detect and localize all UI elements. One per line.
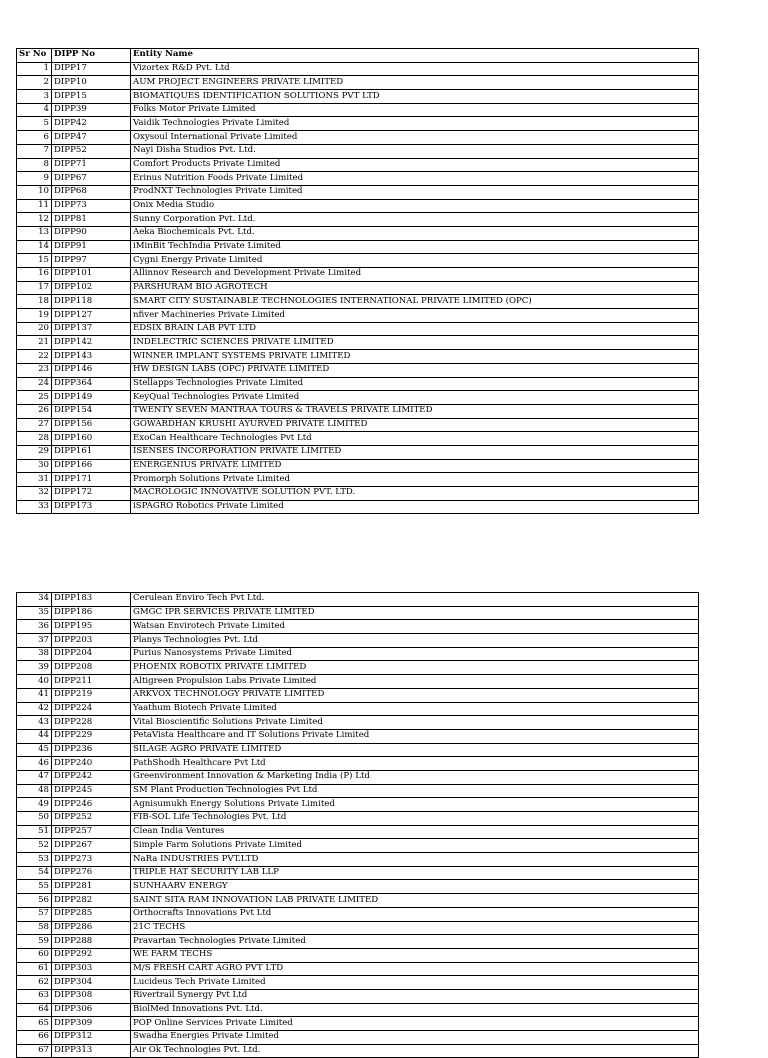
- sr-no-cell: 6: [17, 131, 52, 145]
- entity-name-cell: SMART CITY SUSTAINABLE TECHNOLOGIES INTERNATIONAL PRIVATE LIMITED (OPC): [131, 295, 699, 309]
- table-row: [17, 853, 699, 867]
- table-row: [17, 309, 699, 323]
- entity-name-cell: Onix Media Studio: [131, 199, 699, 213]
- entity-name-cell: Erinus Nutrition Foods Private Limited: [131, 172, 699, 186]
- entity-name-cell: HW DESIGN LABS (OPC) PRIVATE LIMITED: [131, 363, 699, 377]
- sr-no-cell: 30: [17, 459, 52, 473]
- entity-name-cell: Vaidik Technologies Private Limited: [131, 117, 699, 131]
- table-row: [17, 404, 699, 418]
- sr-no-cell: 59: [17, 935, 52, 949]
- dipp-no-cell: DIPP127: [52, 309, 131, 323]
- table-row: [17, 473, 699, 487]
- sr-no-cell: 60: [17, 948, 52, 962]
- table-row: [17, 825, 699, 839]
- entity-name-cell: BiolMed Innovations Pvt. Ltd.: [131, 1003, 699, 1017]
- dipp-no-cell: DIPP17: [52, 62, 131, 76]
- sr-no-cell: 22: [17, 350, 52, 364]
- sr-no-cell: 47: [17, 770, 52, 784]
- table-row: [17, 729, 699, 743]
- sr-no-cell: 32: [17, 487, 52, 501]
- table-row: [17, 1044, 699, 1058]
- entity-name-cell: Comfort Products Private Limited: [131, 158, 699, 172]
- table-row: [17, 962, 699, 976]
- sr-no-cell: 8: [17, 158, 52, 172]
- dipp-no-cell: DIPP118: [52, 295, 131, 309]
- entity-name-cell: Clean India Ventures: [131, 825, 699, 839]
- table-row: [17, 839, 699, 853]
- entity-name-cell: WE FARM TECHS: [131, 948, 699, 962]
- entity-name-cell: AUM PROJECT ENGINEERS PRIVATE LIMITED: [131, 76, 699, 90]
- entity-name-cell: Purius Nanosystems Private Limited: [131, 647, 699, 661]
- entity-name-cell: Allinnov Research and Development Private Limited: [131, 268, 699, 282]
- sr-no-cell: 2: [17, 76, 52, 90]
- sr-no-cell: 3: [17, 90, 52, 104]
- dipp-no-cell: DIPP303: [52, 962, 131, 976]
- entity-name-cell: Rivertrail Synergy Pvt Ltd: [131, 989, 699, 1003]
- sr-no-cell: 63: [17, 989, 52, 1003]
- sr-no-cell: 31: [17, 473, 52, 487]
- dipp-no-cell: DIPP47: [52, 131, 131, 145]
- entity-name-cell: TRIPLE HAT SECURITY LAB LLP: [131, 866, 699, 880]
- sr-no-cell: 38: [17, 647, 52, 661]
- entity-name-cell: Lucideus Tech Private Limited: [131, 976, 699, 990]
- table-row: [17, 757, 699, 771]
- table-row: [17, 240, 699, 254]
- sr-no-cell: 23: [17, 363, 52, 377]
- sr-no-cell: 53: [17, 853, 52, 867]
- sr-no-cell: 65: [17, 1017, 52, 1031]
- sr-no-cell: 1: [17, 62, 52, 76]
- table-row: [17, 812, 699, 826]
- sr-no-cell: 16: [17, 268, 52, 282]
- entity-name-cell: Planys Technologies Pvt. Ltd: [131, 634, 699, 648]
- sr-no-cell: 61: [17, 962, 52, 976]
- entity-name-cell: Cerulean Enviro Tech Pvt Ltd.: [131, 593, 699, 607]
- dipp-no-cell: DIPP219: [52, 688, 131, 702]
- sr-no-cell: 7: [17, 144, 52, 158]
- table-row: [17, 716, 699, 730]
- table-row: [17, 62, 699, 76]
- dipp-no-cell: DIPP208: [52, 661, 131, 675]
- entity-name-cell: Yaathum Biotech Private Limited: [131, 702, 699, 716]
- sr-no-cell: 20: [17, 322, 52, 336]
- table-row: [17, 226, 699, 240]
- sr-no-cell: 44: [17, 729, 52, 743]
- table-row: [17, 798, 699, 812]
- sr-no-cell: 52: [17, 839, 52, 853]
- table-row: [17, 213, 699, 227]
- table-row: [17, 894, 699, 908]
- table-row: [17, 144, 699, 158]
- sr-no-cell: 64: [17, 1003, 52, 1017]
- table-row: [17, 363, 699, 377]
- entity-name-cell: Aeka Biochemicals Pvt. Ltd.: [131, 226, 699, 240]
- table-row: [17, 117, 699, 131]
- dipp-no-cell: DIPP282: [52, 894, 131, 908]
- entity-name-cell: GOWARDHAN KRUSHI AYURVED PRIVATE LIMITED: [131, 418, 699, 432]
- dipp-no-cell: DIPP183: [52, 593, 131, 607]
- dipp-no-cell: DIPP160: [52, 432, 131, 446]
- dipp-no-cell: DIPP276: [52, 866, 131, 880]
- table-row: [17, 500, 699, 514]
- table-row: [17, 487, 699, 501]
- dipp-no-cell: DIPP149: [52, 391, 131, 405]
- table-row: [17, 935, 699, 949]
- dipp-no-cell: DIPP211: [52, 675, 131, 689]
- dipp-no-cell: DIPP71: [52, 158, 131, 172]
- table-row: [17, 459, 699, 473]
- table-row: [17, 418, 699, 432]
- entity-name-cell: Orthocrafts Innovations Pvt Ltd: [131, 907, 699, 921]
- sr-no-cell: 35: [17, 606, 52, 620]
- entity-table-page-1: [16, 48, 699, 514]
- dipp-no-cell: DIPP246: [52, 798, 131, 812]
- table-row: [17, 647, 699, 661]
- table-row: [17, 172, 699, 186]
- entity-name-cell: ENERGENIUS PRIVATE LIMITED: [131, 459, 699, 473]
- dipp-no-cell: DIPP90: [52, 226, 131, 240]
- table-row: [17, 268, 699, 282]
- dipp-no-cell: DIPP42: [52, 117, 131, 131]
- sr-no-cell: 49: [17, 798, 52, 812]
- sr-no-cell: 27: [17, 418, 52, 432]
- table-row: [17, 199, 699, 213]
- table-row: [17, 90, 699, 104]
- entity-name-cell: KeyQual Technologies Private Limited: [131, 391, 699, 405]
- entity-name-cell: PARSHURAM BIO AGROTECH: [131, 281, 699, 295]
- sr-no-cell: 10: [17, 185, 52, 199]
- entity-name-cell: iSPAGRO Robotics Private Limited: [131, 500, 699, 514]
- sr-no-cell: 21: [17, 336, 52, 350]
- dipp-no-cell: DIPP15: [52, 90, 131, 104]
- dipp-no-cell: DIPP312: [52, 1031, 131, 1045]
- entity-name-cell: SAINT SITA RAM INNOVATION LAB PRIVATE LIMITED: [131, 894, 699, 908]
- dipp-no-cell: DIPP102: [52, 281, 131, 295]
- table-row: [17, 432, 699, 446]
- sr-no-cell: 39: [17, 661, 52, 675]
- table-row: [17, 606, 699, 620]
- entity-name-cell: Promorph Solutions Private Limited: [131, 473, 699, 487]
- sr-no-cell: 45: [17, 743, 52, 757]
- dipp-no-cell: DIPP204: [52, 647, 131, 661]
- dipp-no-cell: DIPP143: [52, 350, 131, 364]
- table-row: [17, 103, 699, 117]
- entity-name-cell: FIB-SOL Life Technologies Pvt. Ltd: [131, 812, 699, 826]
- dipp-no-cell: DIPP73: [52, 199, 131, 213]
- table-row: [17, 976, 699, 990]
- dipp-no-cell: DIPP142: [52, 336, 131, 350]
- entity-name-cell: Watsan Envirotech Private Limited: [131, 620, 699, 634]
- entity-name-cell: ExoCan Healthcare Technologies Pvt Ltd: [131, 432, 699, 446]
- dipp-no-cell: DIPP81: [52, 213, 131, 227]
- dipp-no-cell: DIPP267: [52, 839, 131, 853]
- dipp-no-cell: DIPP146: [52, 363, 131, 377]
- entity-name-cell: Folks Motor Private Limited: [131, 103, 699, 117]
- header-row: [17, 49, 699, 63]
- entity-name-cell: NaRa INDUSTRIES PVT.LTD: [131, 853, 699, 867]
- sr-no-cell: 57: [17, 907, 52, 921]
- sr-no-cell: 58: [17, 921, 52, 935]
- table-row: [17, 322, 699, 336]
- sr-no-cell: 25: [17, 391, 52, 405]
- dipp-no-cell: DIPP228: [52, 716, 131, 730]
- entity-name-cell: PathShodh Healthcare Pvt Ltd: [131, 757, 699, 771]
- dipp-no-cell: DIPP309: [52, 1017, 131, 1031]
- sr-no-cell: 66: [17, 1031, 52, 1045]
- sr-no-cell: 11: [17, 199, 52, 213]
- table-row: [17, 445, 699, 459]
- table-row: [17, 784, 699, 798]
- table-row: [17, 185, 699, 199]
- dipp-no-cell: DIPP281: [52, 880, 131, 894]
- entity-name-cell: WINNER IMPLANT SYSTEMS PRIVATE LIMITED: [131, 350, 699, 364]
- entity-name-cell: MACROLOGIC INNOVATIVE SOLUTION PVT. LTD.: [131, 487, 699, 501]
- sr-no-cell: 56: [17, 894, 52, 908]
- dipp-no-cell: DIPP156: [52, 418, 131, 432]
- dipp-no-cell: DIPP364: [52, 377, 131, 391]
- entity-name-cell: PHOENIX ROBOTIX PRIVATE LIMITED: [131, 661, 699, 675]
- dipp-no-cell: DIPP224: [52, 702, 131, 716]
- sr-no-cell: 12: [17, 213, 52, 227]
- entity-name-cell: Vizortex R&D Pvt. Ltd: [131, 62, 699, 76]
- dipp-no-cell: DIPP186: [52, 606, 131, 620]
- table-row: [17, 254, 699, 268]
- entity-name-cell: iMinBit TechIndia Private Limited: [131, 240, 699, 254]
- sr-no-cell: 17: [17, 281, 52, 295]
- table-row: [17, 593, 699, 607]
- dipp-no-cell: DIPP172: [52, 487, 131, 501]
- table-row: [17, 281, 699, 295]
- entity-name-cell: GMGC IPR SERVICES PRIVATE LIMITED: [131, 606, 699, 620]
- entity-name-cell: SUNHAARV ENERGY: [131, 880, 699, 894]
- sr-no-cell: 55: [17, 880, 52, 894]
- sr-no-cell: 5: [17, 117, 52, 131]
- dipp-no-cell: DIPP242: [52, 770, 131, 784]
- dipp-no-cell: DIPP173: [52, 500, 131, 514]
- entity-name-cell: Oxysoul International Private Limited: [131, 131, 699, 145]
- sr-no-cell: 54: [17, 866, 52, 880]
- table-row: [17, 866, 699, 880]
- dipp-no-cell: DIPP97: [52, 254, 131, 268]
- entity-name-cell: M/S FRESH CART AGRO PVT LTD: [131, 962, 699, 976]
- entity-name-cell: POP Online Services Private Limited: [131, 1017, 699, 1031]
- entity-name-cell: Vital Bioscientific Solutions Private Limited: [131, 716, 699, 730]
- sr-no-cell: 62: [17, 976, 52, 990]
- table-row: [17, 880, 699, 894]
- dipp-no-cell: DIPP308: [52, 989, 131, 1003]
- dipp-no-cell: DIPP288: [52, 935, 131, 949]
- dipp-no-cell: DIPP154: [52, 404, 131, 418]
- dipp-no-cell: DIPP101: [52, 268, 131, 282]
- sr-no-cell: 33: [17, 500, 52, 514]
- entity-name-cell: TWENTY SEVEN MANTRAA TOURS & TRAVELS PRIVATE LIMITED: [131, 404, 699, 418]
- sr-no-cell: 36: [17, 620, 52, 634]
- table-row: [17, 634, 699, 648]
- sr-no-cell: 37: [17, 634, 52, 648]
- sr-no-cell: 67: [17, 1044, 52, 1058]
- dipp-no-cell: DIPP171: [52, 473, 131, 487]
- table-row: [17, 158, 699, 172]
- dipp-no-cell: DIPP195: [52, 620, 131, 634]
- entity-name-cell: Air Ok Technologies Pvt. Ltd.: [131, 1044, 699, 1058]
- entity-name-cell: Nayi Disha Studios Pvt. Ltd.: [131, 144, 699, 158]
- table-row: [17, 661, 699, 675]
- dipp-no-cell: DIPP306: [52, 1003, 131, 1017]
- dipp-no-cell: DIPP252: [52, 812, 131, 826]
- entity-name-cell: SILAGE AGRO PRIVATE LIMITED: [131, 743, 699, 757]
- sr-no-cell: 41: [17, 688, 52, 702]
- table-row: [17, 76, 699, 90]
- sr-no-cell: 43: [17, 716, 52, 730]
- entity-name-cell: ARKVOX TECHNOLOGY PRIVATE LIMITED: [131, 688, 699, 702]
- dipp-no-cell: DIPP91: [52, 240, 131, 254]
- table-row: [17, 702, 699, 716]
- entity-name-cell: INDELECTRIC SCIENCES PRIVATE LIMITED: [131, 336, 699, 350]
- entity-name-cell: Simple Farm Solutions Private Limited: [131, 839, 699, 853]
- header-entity-name: Entity Name: [131, 49, 699, 63]
- dipp-no-cell: DIPP203: [52, 634, 131, 648]
- sr-no-cell: 34: [17, 593, 52, 607]
- sr-no-cell: 18: [17, 295, 52, 309]
- dipp-no-cell: DIPP313: [52, 1044, 131, 1058]
- entity-name-cell: Agnisumukh Energy Solutions Private Limited: [131, 798, 699, 812]
- header-sr-no: Sr No: [17, 49, 52, 63]
- entity-name-cell: ISENSES INCORPORATION PRIVATE LIMITED: [131, 445, 699, 459]
- header-dipp-no: DIPP No: [52, 49, 131, 63]
- sr-no-cell: 9: [17, 172, 52, 186]
- dipp-no-cell: DIPP240: [52, 757, 131, 771]
- dipp-no-cell: DIPP67: [52, 172, 131, 186]
- dipp-no-cell: DIPP285: [52, 907, 131, 921]
- sr-no-cell: 24: [17, 377, 52, 391]
- table-row: [17, 350, 699, 364]
- entity-name-cell: ProdNXT Technologies Private Limited: [131, 185, 699, 199]
- table-row: [17, 770, 699, 784]
- dipp-no-cell: DIPP236: [52, 743, 131, 757]
- sr-no-cell: 28: [17, 432, 52, 446]
- dipp-no-cell: DIPP10: [52, 76, 131, 90]
- table-row: [17, 336, 699, 350]
- table-row: [17, 743, 699, 757]
- table-row: [17, 131, 699, 145]
- sr-no-cell: 40: [17, 675, 52, 689]
- table-row: [17, 1031, 699, 1045]
- table-row: [17, 391, 699, 405]
- dipp-no-cell: DIPP245: [52, 784, 131, 798]
- entity-table-page-2: [16, 592, 699, 1058]
- entity-name-cell: Altigreen Propulsion Labs Private Limited: [131, 675, 699, 689]
- sr-no-cell: 15: [17, 254, 52, 268]
- dipp-no-cell: DIPP68: [52, 185, 131, 199]
- dipp-no-cell: DIPP161: [52, 445, 131, 459]
- sr-no-cell: 4: [17, 103, 52, 117]
- table-row: [17, 989, 699, 1003]
- sr-no-cell: 50: [17, 812, 52, 826]
- sr-no-cell: 46: [17, 757, 52, 771]
- entity-name-cell: Cygni Energy Private Limited: [131, 254, 699, 268]
- sr-no-cell: 26: [17, 404, 52, 418]
- dipp-no-cell: DIPP166: [52, 459, 131, 473]
- entity-name-cell: SM Plant Production Technologies Pvt Ltd: [131, 784, 699, 798]
- table-row: [17, 377, 699, 391]
- sr-no-cell: 42: [17, 702, 52, 716]
- entity-name-cell: Greenvironment Innovation & Marketing India (P) Ltd: [131, 770, 699, 784]
- entity-name-cell: EDSIX BRAIN LAB PVT LTD: [131, 322, 699, 336]
- entity-name-cell: Pravartan Technologies Private Limited: [131, 935, 699, 949]
- dipp-no-cell: DIPP229: [52, 729, 131, 743]
- table-row: [17, 675, 699, 689]
- entity-name-cell: Swadha Energies Private Limited: [131, 1031, 699, 1045]
- sr-no-cell: 13: [17, 226, 52, 240]
- table-row: [17, 295, 699, 309]
- dipp-no-cell: DIPP137: [52, 322, 131, 336]
- dipp-no-cell: DIPP52: [52, 144, 131, 158]
- dipp-no-cell: DIPP292: [52, 948, 131, 962]
- entity-name-cell: 21C TECHS: [131, 921, 699, 935]
- sr-no-cell: 29: [17, 445, 52, 459]
- dipp-no-cell: DIPP39: [52, 103, 131, 117]
- entity-name-cell: Sunny Corporation Pvt. Ltd.: [131, 213, 699, 227]
- sr-no-cell: 48: [17, 784, 52, 798]
- table-row: [17, 907, 699, 921]
- sr-no-cell: 14: [17, 240, 52, 254]
- table-row: [17, 921, 699, 935]
- table-row: [17, 688, 699, 702]
- entity-name-cell: nfiver Machineries Private Limited: [131, 309, 699, 323]
- table-row: [17, 1003, 699, 1017]
- sr-no-cell: 19: [17, 309, 52, 323]
- dipp-no-cell: DIPP304: [52, 976, 131, 990]
- entity-name-cell: BIOMATIQUES IDENTIFICATION SOLUTIONS PVT LTD: [131, 90, 699, 104]
- entity-name-cell: Stellapps Technologies Private Limited: [131, 377, 699, 391]
- dipp-no-cell: DIPP286: [52, 921, 131, 935]
- entity-name-cell: PetaVista Healthcare and IT Solutions Private Limited: [131, 729, 699, 743]
- sr-no-cell: 51: [17, 825, 52, 839]
- table-row: [17, 620, 699, 634]
- dipp-no-cell: DIPP257: [52, 825, 131, 839]
- dipp-no-cell: DIPP273: [52, 853, 131, 867]
- table-row: [17, 948, 699, 962]
